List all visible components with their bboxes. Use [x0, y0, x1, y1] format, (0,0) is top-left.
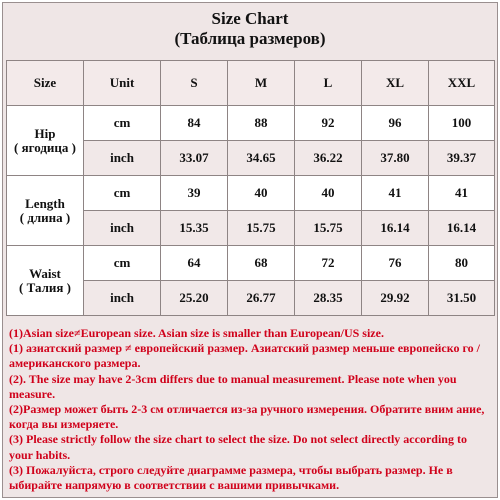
chart-title — [3, 9, 497, 49]
value-cell: 72 — [295, 246, 362, 281]
group-name-ru: ( ягодица ) — [14, 139, 76, 155]
table-row — [7, 246, 495, 281]
value-cell: 29.92 — [362, 281, 429, 316]
unit-cell: inch — [84, 141, 161, 176]
group-name-ru: ( длина ) — [19, 209, 71, 225]
group-label-waist — [7, 246, 84, 316]
value-cell: 84 — [161, 106, 228, 141]
value-cell: 39.37 — [429, 141, 495, 176]
header-s: S — [161, 61, 228, 106]
note-line: (3) Пожалуйста, строго следуйте диаграмме размера, чтобы выбрать размер. Не в ыбирайте напрямую в соответствии с вашими привычками. — [9, 462, 453, 493]
header-xl: XL — [362, 61, 429, 106]
value-cell: 39 — [161, 176, 228, 211]
value-cell: 40 — [295, 176, 362, 211]
value-cell: 40 — [228, 176, 295, 211]
header-unit: Unit — [84, 61, 161, 106]
unit-cell: cm — [84, 106, 161, 141]
size-table — [6, 60, 495, 316]
group-name: Waist — [29, 265, 61, 281]
header-xxl: XXL — [429, 61, 495, 106]
value-cell: 64 — [161, 246, 228, 281]
value-cell: 16.14 — [429, 211, 495, 246]
note-line: (2)Размер может быть 2-3 см отличается из-за ручного измерения. Обратите вним ание, когда вы измеряете. — [9, 402, 485, 432]
unit-cell: inch — [84, 281, 161, 316]
note-line: (1) азиатский размер ≠ европейский размер. Азиатский размер меньше европейско го / американского размера. — [9, 341, 480, 371]
value-cell: 16.14 — [362, 211, 429, 246]
group-label-length — [7, 176, 84, 246]
group-label-hip — [7, 106, 84, 176]
value-cell: 41 — [429, 176, 495, 211]
value-cell: 100 — [429, 106, 495, 141]
value-cell: 25.20 — [161, 281, 228, 316]
value-cell: 28.35 — [295, 281, 362, 316]
value-cell: 80 — [429, 246, 495, 281]
unit-cell: inch — [84, 211, 161, 246]
value-cell: 96 — [362, 106, 429, 141]
value-cell: 34.65 — [228, 141, 295, 176]
note-line: (3) Please strictly follow the size chart to select the size. Do not select directly according to your habits. — [9, 432, 467, 462]
value-cell: 15.75 — [295, 211, 362, 246]
unit-cell: cm — [84, 246, 161, 281]
header-size: Size — [7, 61, 84, 106]
note-line: (1)Asian size≠European size. Asian size is smaller than European/US size. — [9, 326, 384, 340]
header-row — [7, 61, 495, 106]
chart-title-en: Size Chart — [211, 9, 289, 28]
value-cell: 41 — [362, 176, 429, 211]
group-name: Length — [25, 195, 65, 211]
group-name-ru: ( Талия ) — [19, 279, 71, 295]
chart-title-ru: (Таблица размеров) — [174, 29, 326, 48]
value-cell: 37.80 — [362, 141, 429, 176]
group-name: Hip — [34, 125, 56, 141]
value-cell: 26.77 — [228, 281, 295, 316]
value-cell: 68 — [228, 246, 295, 281]
value-cell: 36.22 — [295, 141, 362, 176]
unit-cell: cm — [84, 176, 161, 211]
value-cell: 88 — [228, 106, 295, 141]
value-cell: 31.50 — [429, 281, 495, 316]
notes-block — [9, 326, 493, 493]
value-cell: 92 — [295, 106, 362, 141]
header-l: L — [295, 61, 362, 106]
value-cell: 15.75 — [228, 211, 295, 246]
value-cell: 33.07 — [161, 141, 228, 176]
value-cell: 15.35 — [161, 211, 228, 246]
value-cell: 76 — [362, 246, 429, 281]
table-row — [7, 106, 495, 141]
note-line: (2). The size may have 2-3cm differs due to manual measurement. Please note when you measure. — [9, 371, 457, 401]
table-row — [7, 176, 495, 211]
header-m: M — [228, 61, 295, 106]
size-chart-sheet — [2, 2, 498, 498]
